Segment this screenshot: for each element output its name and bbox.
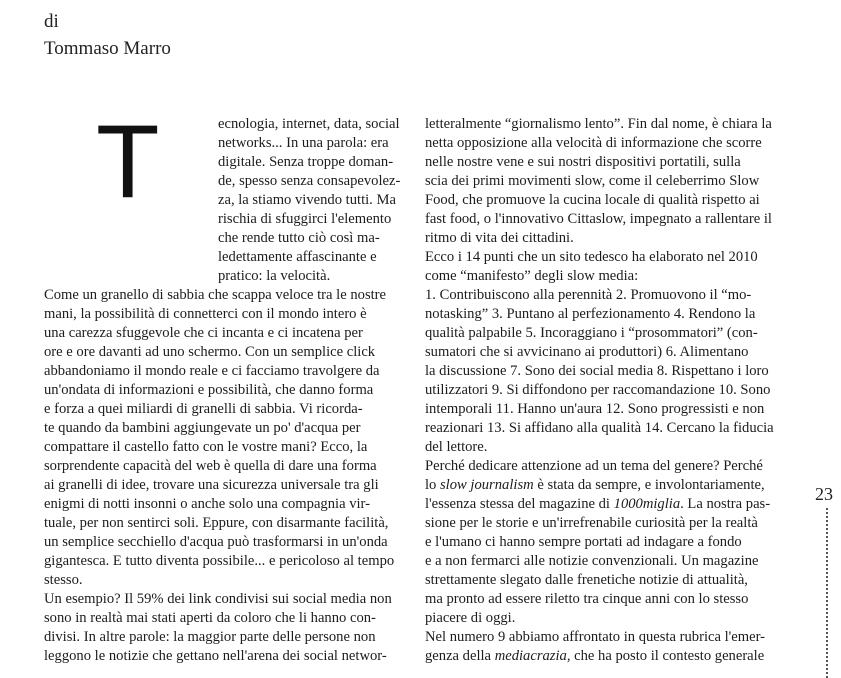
emphasis: slow journalism <box>440 477 534 493</box>
text-line: mani, la possibilità di connetterci con il mondo intero è <box>44 306 367 322</box>
emphasis: mediacrazia <box>494 648 567 664</box>
byline-prefix: di <box>44 11 59 32</box>
text-line: 1. Contribuiscono alla perennità 2. Promuovono il “mo- <box>425 287 752 303</box>
text-line: za, la stiamo vivendo tutti. Ma <box>218 192 396 208</box>
text-line: rischia di sfuggirci l'elemento <box>218 211 392 227</box>
text-line: compattare il castello fatto con le vostre mani? Ecco, la <box>44 439 368 455</box>
text-line: ore e ore davanti ad uno schermo. Con un semplice click <box>44 344 376 360</box>
text-line: digitale. Senza troppe doman- <box>218 154 394 170</box>
text-line: abbandoniamo il mondo reale e ci facciamo travolgere da <box>44 363 380 379</box>
text-line: l'essenza stessa del magazine di 1000miglia. La nostra pas- <box>425 496 771 512</box>
text-line: sione per le storie e un'irrefrenabile curiosità per la realtà <box>425 515 758 531</box>
text-line: leggono le notizie che gettano nell'arena dei social networ- <box>44 648 387 664</box>
text-line: enigmi di notti insonni o anche solo una compagnia vir- <box>44 496 370 512</box>
text-line: stesso. <box>44 572 83 588</box>
text-line: sono in realtà mai stati aperti da coloro che li hanno con- <box>44 610 376 626</box>
text-line: de, spesso senza consapevolez- <box>218 173 401 189</box>
text-line: piacere di oggi. <box>425 610 516 626</box>
text-line: letteralmente “giornalismo lento”. Fin dal nome, è chiara la <box>425 116 772 132</box>
dotted-divider <box>826 508 828 678</box>
text-line: ecnologia, internet, data, social <box>218 116 400 132</box>
text-line: e a non fermarci alle notizie convenzionali. Un magazine <box>425 553 759 569</box>
text-line: una carezza sfuggevole che ci incanta e ci incatena per <box>44 325 363 341</box>
text-line: che rende tutto ciò così ma- <box>218 230 380 246</box>
text-line: la discussione 7. Sono dei social media 8. Rispettano i loro <box>425 363 769 379</box>
text-line: pratico: la velocità. <box>218 268 331 284</box>
text-line: strettamente slegato dalle frenetiche notizie di attualità, <box>425 572 748 588</box>
author-name: Tommaso Marro <box>44 38 171 59</box>
text-line: gigantesca. E tutto diventa possibile... e pericoloso al tempo <box>44 553 395 569</box>
text-line: e l'umano ci hanno sempre portati ad indagare a fondo <box>425 534 742 550</box>
text-line: genza della mediacrazia, che ha posto il contesto generale <box>425 648 765 664</box>
text-line: e forza a quei miliardi di granelli di sabbia. Vi ricorda- <box>44 401 363 417</box>
text-line: ma pronto ad essere riletto tra cinque anni con lo stesso <box>425 591 749 607</box>
text-line: nelle nostre vene e sui nostri dispositivi portatili, sulla <box>425 154 741 170</box>
text-line: scia dei primi movimenti slow, come il celeberrimo Slow <box>425 173 760 189</box>
text-line: networks... In una parola: era <box>218 135 389 151</box>
text-line: lo slow journalism è stata da sempre, e involontariamente, <box>425 477 765 493</box>
text-line: Un esempio? Il 59% dei link condivisi sui social media non <box>44 591 392 607</box>
text-line: Nel numero 9 abbiamo affrontato in questa rubrica l'emer- <box>425 629 766 645</box>
text-line: ritmo di vita dei cittadini. <box>425 230 574 246</box>
page-number: 23 <box>815 484 833 504</box>
text-line: del lettore. <box>425 439 488 455</box>
drop-cap: T <box>96 104 160 220</box>
text-line: qualità palpabile 5. Incoraggiano i “prosommatori” (con- <box>425 325 758 341</box>
text-line: reazionari 13. Si affidano alla qualità 14. Cercano la fiducia <box>425 420 774 436</box>
text-line: Come un granello di sabbia che scappa veloce tra le nostre <box>44 287 387 303</box>
text-line: come “manifesto” degli slow media: <box>425 268 639 284</box>
text-line: un'ondata di informazioni e possibilità, che danno forma <box>44 382 374 398</box>
text-line: ledettamente affascinante e <box>218 249 377 265</box>
text-line: netta opposizione alla velocità di informazione che scorre <box>425 135 762 151</box>
text-line: sorprendente capacità del web è quella di dare una forma <box>44 458 377 474</box>
text-line: Ecco i 14 punti che un sito tedesco ha elaborato nel 2010 <box>425 249 758 265</box>
text-line: Perché dedicare attenzione ad un tema del genere? Perché <box>425 458 763 474</box>
text-line: te quando da bambini aggiungevate un po' d'acqua per <box>44 420 361 436</box>
text-line: notasking” 3. Puntano al perfezionamento 4. Rendono la <box>425 306 756 322</box>
text-line: intemporali 11. Hanno un'aura 12. Sono progressisti e non <box>425 401 765 417</box>
text-line: utilizzatori 9. Si diffondono per raccomandazione 10. Sono <box>425 382 771 398</box>
text-line: Food, che promuove la cucina locale di qualità rispetto ai <box>425 192 760 208</box>
text-line: divisi. In altre parole: la maggior parte delle persone non <box>44 629 376 645</box>
text-line: ai granelli di idee, trovare una sicurezza universale tra gli <box>44 477 379 493</box>
text-line: fast food, o l'innovativo Cittaslow, impegnato a rallentare il <box>425 211 772 227</box>
text-line: tuale, per non sentirci soli. Eppure, con disarmante facilità, <box>44 515 389 531</box>
emphasis: 1000miglia <box>613 496 681 512</box>
text-line: sumatori che si avvicinano ai produttori) 6. Alimentano <box>425 344 749 360</box>
text-line: un semplice secchiello d'acqua può trasformarsi in un'onda <box>44 534 388 550</box>
